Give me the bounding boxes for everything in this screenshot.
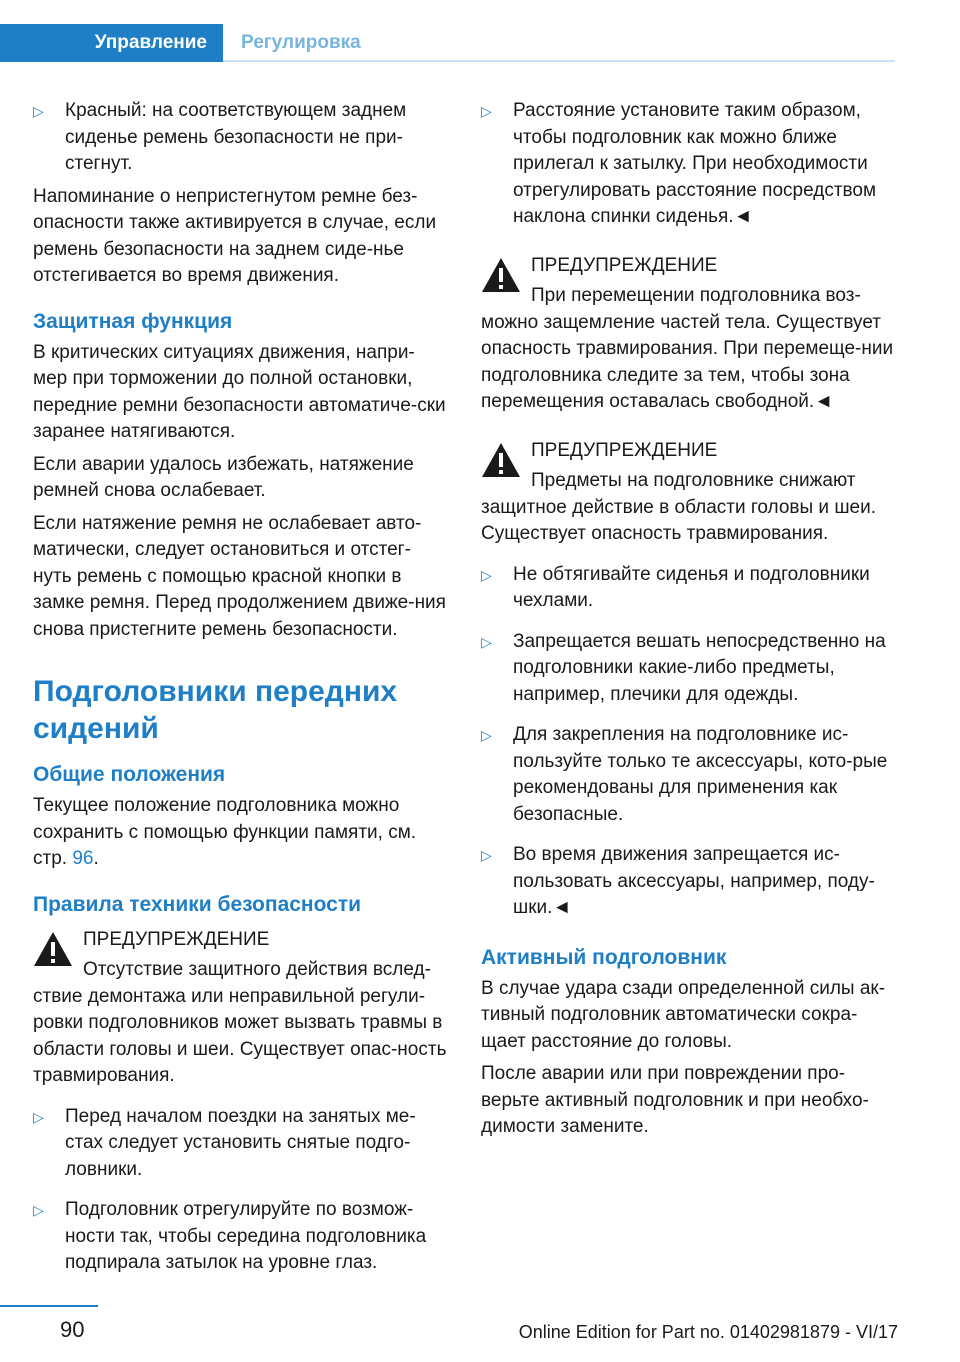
chapter-heading: Подголовники передних сидений [33, 675, 398, 745]
warning-triangle-icon [481, 257, 521, 293]
list-item: ▷ Красный: на соответствующем заднем сиденье ремень безопасности не при-стегнут. [33, 98, 448, 178]
list-item: ▷ Перед началом поездки на занятых ме-стах следует установить снятые подго-ловники. [33, 1104, 448, 1184]
list-item: ▷ Расстояние установите таким образом, чтобы подголовник как можно ближе прилегал к затылку. При необходимости отрегулировать расстояние посредством наклона спинки сиденья.◄ [481, 98, 896, 231]
warning-block: ПРЕДУПРЕЖДЕНИЕ Отсутствие защитного действия вслед-ствие демонтажа или неправильной регули-ровки подголовников может вызвать травмы в области головы и шеи. Существует опас-ность травмирования. [33, 928, 447, 1086]
warning-triangle-icon [33, 931, 73, 967]
warning-block: ПРЕДУПРЕЖДЕНИЕ При перемещении подголовника воз-можно защемление частей тела. Существует опасность травмирования. При перемеще-нии подголовника следите за тем, чтобы зона перемещения оставалась свободной.◄ [481, 254, 894, 412]
tab-adjustment[interactable]: Регулировка [241, 32, 361, 53]
page-reference-link[interactable]: 96 [72, 848, 94, 869]
triangle-right-icon: ▷ [481, 727, 492, 743]
warning-triangle-icon [481, 442, 521, 478]
tab-control[interactable]: Управление [0, 24, 223, 62]
triangle-right-icon: ▷ [33, 1202, 44, 1218]
list-item: ▷ Запрещается вешать непосредственно на подголовники какие-либо предметы, например, плечики для одежды. [481, 629, 896, 709]
list-item: ▷ Подголовник отрегулируйте по возмож-ности так, чтобы середина подголовника подпирала затылок на уровне глаз. [33, 1197, 448, 1277]
list-item: ▷ Во время движения запрещается ис-пользовать аксессуары, например, поду-шки.◄ [481, 842, 896, 922]
paragraph: В критических ситуациях движения, напри-мер при торможении до полной остановки, передние ремни безопасности автоматиче-ски заранее натягиваются. [33, 341, 446, 442]
paragraph: Если аварии удалось избежать, натяжение ремней снова ослабевает. [33, 453, 414, 501]
footer-rule [0, 1305, 98, 1307]
header-tabs [0, 24, 895, 62]
left-column [33, 98, 448, 1283]
page-number: 90 [60, 1317, 85, 1342]
tab-underline [223, 60, 895, 62]
paragraph: После аварии или при повреждении про-верьте активный подголовник и при необхо-димости замените. [481, 1063, 869, 1137]
triangle-right-icon: ▷ [33, 103, 44, 119]
paragraph: Если натяжение ремня не ослабевает авто-матически, следует остановиться и отстег-нуть ремень с помощью красной кнопки в замке ремня. Перед продолжением движе-ния снова пристегните ремень безопасности. [33, 512, 446, 640]
triangle-right-icon: ▷ [33, 1108, 44, 1125]
section-heading-general: Общие положения [33, 763, 226, 786]
section-heading-active: Активный подголовник [481, 945, 727, 969]
triangle-right-icon: ▷ [481, 633, 492, 650]
paragraph: Текущее положение подголовника можно сохранить с помощью функции памяти, см. стр. 96. [33, 795, 417, 869]
triangle-right-icon: ▷ [481, 847, 492, 863]
triangle-right-icon: ▷ [481, 103, 492, 119]
edition-note: Online Edition for Part no. 01402981879 - VI/17 [518, 1322, 898, 1342]
warning-block: ПРЕДУПРЕЖДЕНИЕ Предметы на подголовнике снижают защитное действие в области головы и шеи. Существует опасность травмирования. [481, 439, 877, 544]
paragraph: Напоминание о непристегнутом ремне без-опасности также активируется в случае, если ремень безопасности на заднем сиде-нье отстегивается во время движения. [33, 185, 437, 286]
list-item: ▷ Не обтягивайте сиденья и подголовники чехлами. [481, 562, 896, 615]
paragraph: В случае удара сзади определенной силы ак-тивный подголовник автоматически сокра-щает расстояние до головы. [481, 977, 886, 1052]
section-heading-protect: Защитная функция [33, 309, 233, 333]
list-item: ▷ Для закрепления на подголовнике ис-пользуйте только те аксессуары, кото-рые рекомендованы для применения как безопасные. [481, 722, 896, 828]
section-heading-safety: Правила техники безопасности [33, 892, 362, 916]
triangle-right-icon: ▷ [481, 566, 492, 583]
right-column [481, 98, 896, 1147]
